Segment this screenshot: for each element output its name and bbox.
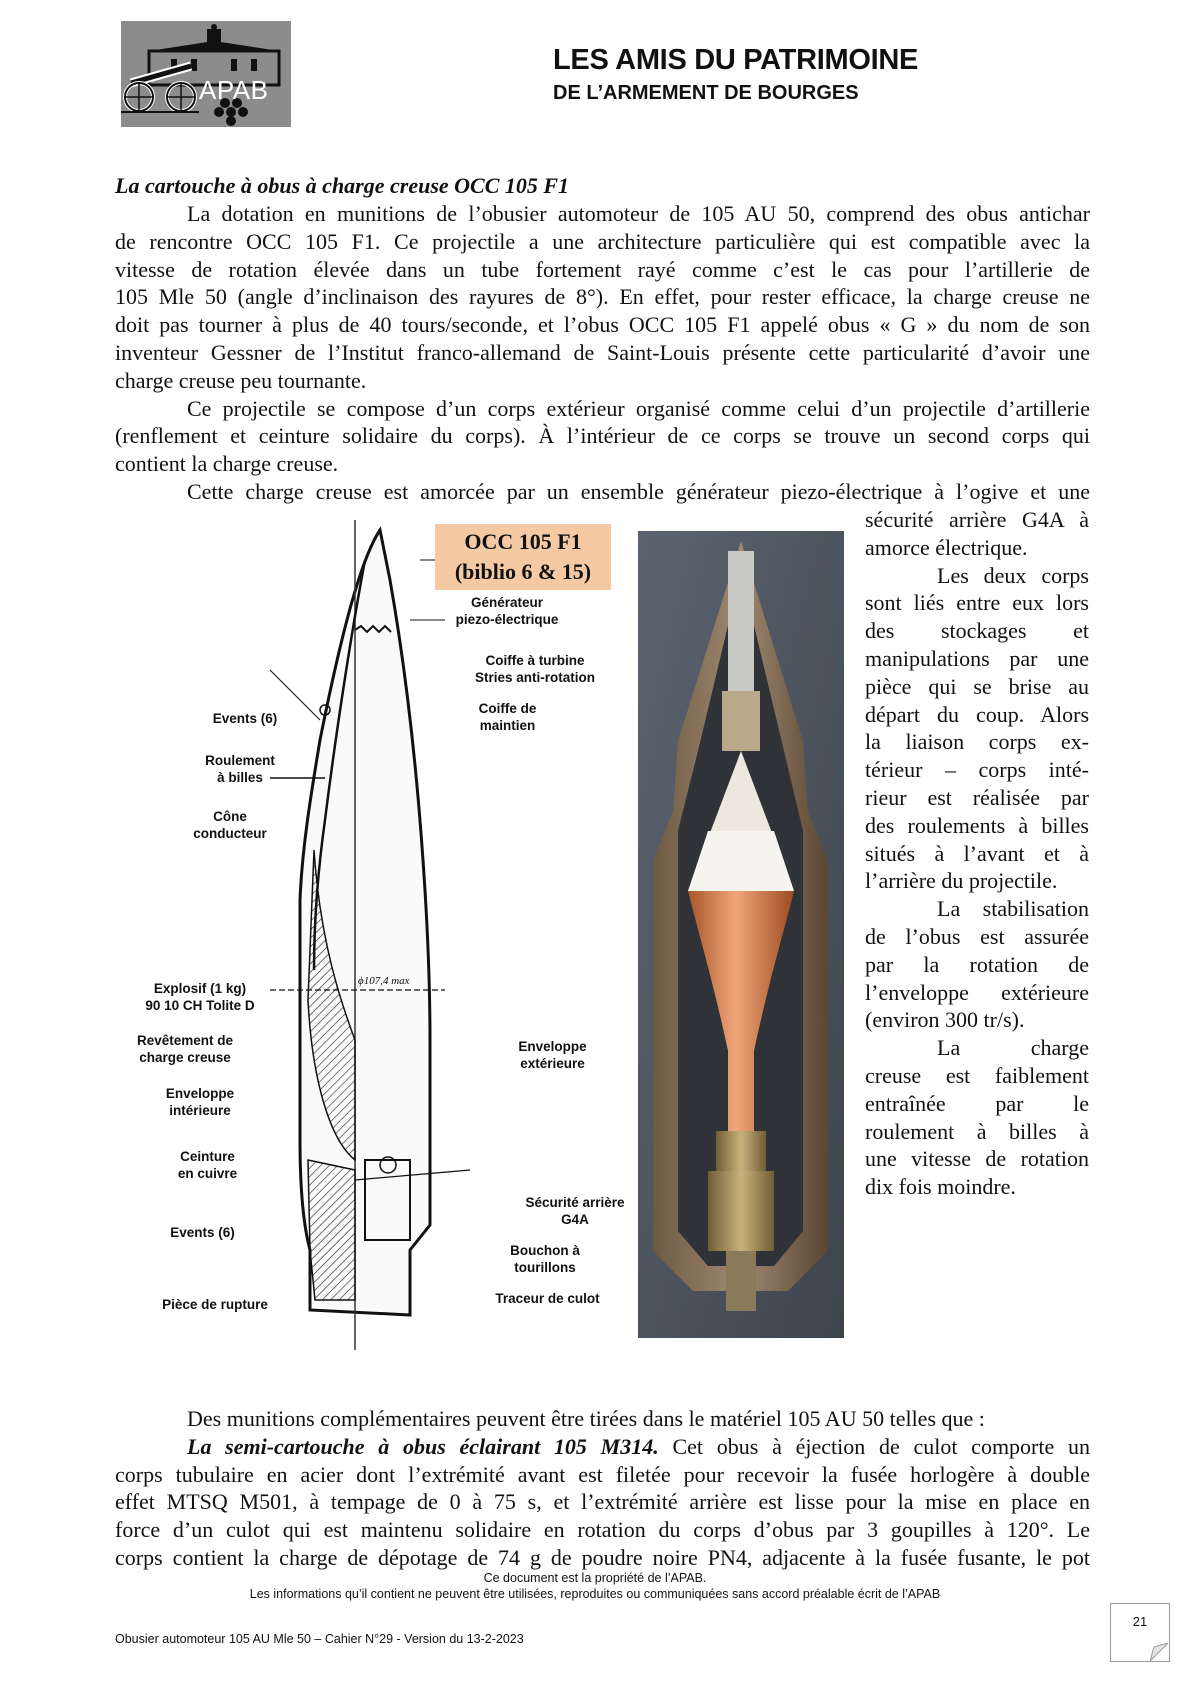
text-line: La charge <box>937 1035 1089 1061</box>
footer-document-info: Obusier automoteur 105 AU Mle 50 – Cahier N°29 - Version du 13-2-2023 <box>115 1632 524 1646</box>
label-line: Explosif (1 kg) <box>153 981 247 996</box>
label-line: Roulement <box>205 753 275 768</box>
text-line: La stabilisation <box>937 896 1089 922</box>
text-line: creuse est faiblement <box>865 1062 1089 1088</box>
label-line: Bouchon à <box>510 1243 580 1258</box>
section-heading: La cartouche à obus à charge creuse OCC 105 F1 <box>115 173 570 198</box>
text-line: 105 Mle 50 (angle d’inclinaison des rayures de 8°). En effet, pour rester efficace, la charge creuse ne <box>115 284 1090 310</box>
logo-text: APAB <box>199 75 269 105</box>
text-line: l’arrière du projectile. <box>865 868 1058 894</box>
label-line: Coiffe de <box>478 701 537 716</box>
shell-cutaway-photo <box>638 531 844 1338</box>
text-line: la liaison corps ex- <box>865 729 1089 755</box>
header-subtitle: DE L’ARMEMENT DE BOURGES <box>553 82 859 104</box>
text-line: dix fois moindre. <box>865 1174 1016 1200</box>
label-line: Enveloppe <box>518 1039 587 1054</box>
label-securite <box>515 1194 635 1228</box>
figure-title: OCC 105 F1 <box>464 529 582 554</box>
label-line: Stries anti-rotation <box>474 670 595 685</box>
text-line: inventeur Gessner de l’Institut franco-allemand de Saint-Louis présente cette particularité d’avoir une <box>115 339 1090 365</box>
text-line: l’enveloppe extérieure <box>865 979 1089 1005</box>
label-explosif <box>130 980 270 1014</box>
label-line: Cône <box>213 809 247 824</box>
label-line: conducteur <box>193 826 267 841</box>
label-line: Ceinture <box>180 1149 235 1164</box>
text-line: Les deux corps <box>937 562 1089 588</box>
page-number: 21 <box>1132 1614 1148 1629</box>
text-line: corps tubulaire en acier dont l’extrémité avant est filetée pour recevoir la fusée horlogère à double <box>115 1461 1090 1487</box>
text-line <box>115 1433 1090 1461</box>
text-line: La dotation en munitions de l’obusier automoteur de 105 AU 50, comprend des obus antichar <box>187 201 1090 226</box>
text-line: par la rotation de <box>865 951 1089 977</box>
label-roulement <box>190 752 290 786</box>
label-line: Sécurité arrière <box>525 1195 625 1210</box>
label-enveloppe-exterieure <box>505 1038 600 1072</box>
label-line: Enveloppe <box>165 1086 235 1101</box>
footer-disclaimer: Les informations qu’il contient ne peuvent être utilisées, reproduites ou communiquées sans accord préalable écrit de l’APAB <box>249 1587 941 1601</box>
text-line: (environ 300 tr/s). <box>865 1007 1025 1033</box>
text-line: des roulements à billes <box>865 812 1089 838</box>
text-line: sont liés entre eux lors <box>865 590 1089 616</box>
text-line: situés à l’avant et à <box>865 840 1089 866</box>
text-fragment: Cet obus à éjection de culot comporte un <box>658 1433 1091 1459</box>
text-line: (renflement et ceinture solidaire du corps). À l’intérieur de ce corps se trouve un second corps qui <box>115 423 1090 449</box>
text-line: départ du coup. Alors <box>865 701 1089 727</box>
label-line: maintien <box>479 718 536 733</box>
label-line: en cuivre <box>177 1166 238 1181</box>
label-line: tourillons <box>514 1260 576 1275</box>
text-line: des stockages et <box>865 618 1089 644</box>
text-line: corps contient la charge de dépotage de 74 g de poudre noire PN4, adjacente à la fusée fusante, le pot <box>115 1544 1090 1570</box>
text-line: amorce électrique. <box>865 534 1028 560</box>
section-2 <box>115 1405 1090 1572</box>
dimension-label: ϕ107,4 max <box>358 975 410 987</box>
text-line: charge creuse peu tournante. <box>115 367 367 393</box>
label-line: Revêtement de <box>136 1033 234 1048</box>
label-revetement <box>125 1032 245 1066</box>
text-line: sécurité arrière G4A à <box>865 507 1089 532</box>
figure-title-box <box>435 524 611 590</box>
footer-ownership: Ce document est la propriété de l’APAB. <box>483 1571 707 1585</box>
apab-logo <box>121 21 291 127</box>
label-traceur: Traceur de culot <box>495 1291 600 1306</box>
paragraph-1 <box>115 200 1090 506</box>
text-line: de rencontre OCC 105 F1. Ce projectile a une architecture particulière qui est compatible avec la <box>115 228 1090 254</box>
subsection-title: La semi-cartouche à obus éclairant 105 M314. <box>187 1433 659 1459</box>
text-line: Des munitions complémentaires peuvent être tirées dans le matériel 105 AU 50 telles que : <box>187 1406 985 1431</box>
text-line: pièce qui se brise au <box>865 673 1089 699</box>
label-cone <box>175 808 285 842</box>
label-ceinture <box>160 1148 255 1182</box>
label-line: 90 10 CH Tolite D <box>145 998 255 1013</box>
header-title: LES AMIS DU PATRIMOINE <box>553 44 919 76</box>
text-line: doit pas tourner à plus de 40 tours/seconde, et l’obus OCC 105 F1 appelé obus « G » du nom de son <box>115 312 1090 338</box>
text-line: contient la charge creuse. <box>115 451 339 477</box>
label-line: piezo-électrique <box>455 612 559 627</box>
label-line: intérieure <box>169 1103 231 1118</box>
label-enveloppe-interieure <box>150 1085 250 1119</box>
label-line: G4A <box>561 1212 589 1227</box>
text-line: térieur – corps inté- <box>865 757 1089 783</box>
text-line: manipulations par une <box>865 645 1089 671</box>
label-line: Coiffe à turbine <box>485 653 585 668</box>
label-line: à billes <box>217 770 263 785</box>
text-line: roulement à billes à <box>865 1118 1089 1144</box>
label-line: Générateur <box>470 595 544 610</box>
text-line: vitesse de rotation élevée dans un tube fortement rayé comme c’est le cas pour l’artillerie de <box>115 256 1090 282</box>
text-line: Cette charge creuse est amorcée par un ensemble générateur piezo-électrique à l’ogive et une <box>187 478 1090 504</box>
label-line: extérieure <box>520 1056 585 1071</box>
label-generateur <box>442 594 572 628</box>
label-events-bottom: Events (6) <box>170 1225 235 1240</box>
label-line: charge creuse <box>139 1050 231 1065</box>
text-line: de l’obus est assurée <box>865 923 1089 949</box>
text-line: force d’un culot qui est maintenu solidaire en rotation du corps d’obus par 3 goupilles à 120°. Le <box>115 1517 1090 1543</box>
label-coiffe-turbine <box>465 652 605 686</box>
text-line: effet MTSQ M501, à tempage de 0 à 75 s, et l’extrémité arrière est lisse pour la mise en place en <box>115 1489 1090 1515</box>
text-line: une vitesse de rotation <box>865 1146 1089 1172</box>
right-column-text <box>865 506 1089 1201</box>
text-line: rieur est réalisée par <box>865 784 1089 810</box>
page-corner-fold <box>1150 1643 1168 1661</box>
figure-reference: (biblio 6 & 15) <box>454 559 592 584</box>
label-piece-rupture: Pièce de rupture <box>162 1297 268 1312</box>
label-events-top: Events (6) <box>212 711 278 726</box>
text-line: Ce projectile se compose d’un corps extérieur organisé comme celui d’un projectile d’artillerie <box>187 395 1090 421</box>
text-line: entraînée par le <box>865 1090 1089 1116</box>
label-bouchon <box>500 1242 590 1276</box>
shell-cross-section-drawing <box>270 520 520 1350</box>
label-coiffe-maintien <box>465 700 550 734</box>
